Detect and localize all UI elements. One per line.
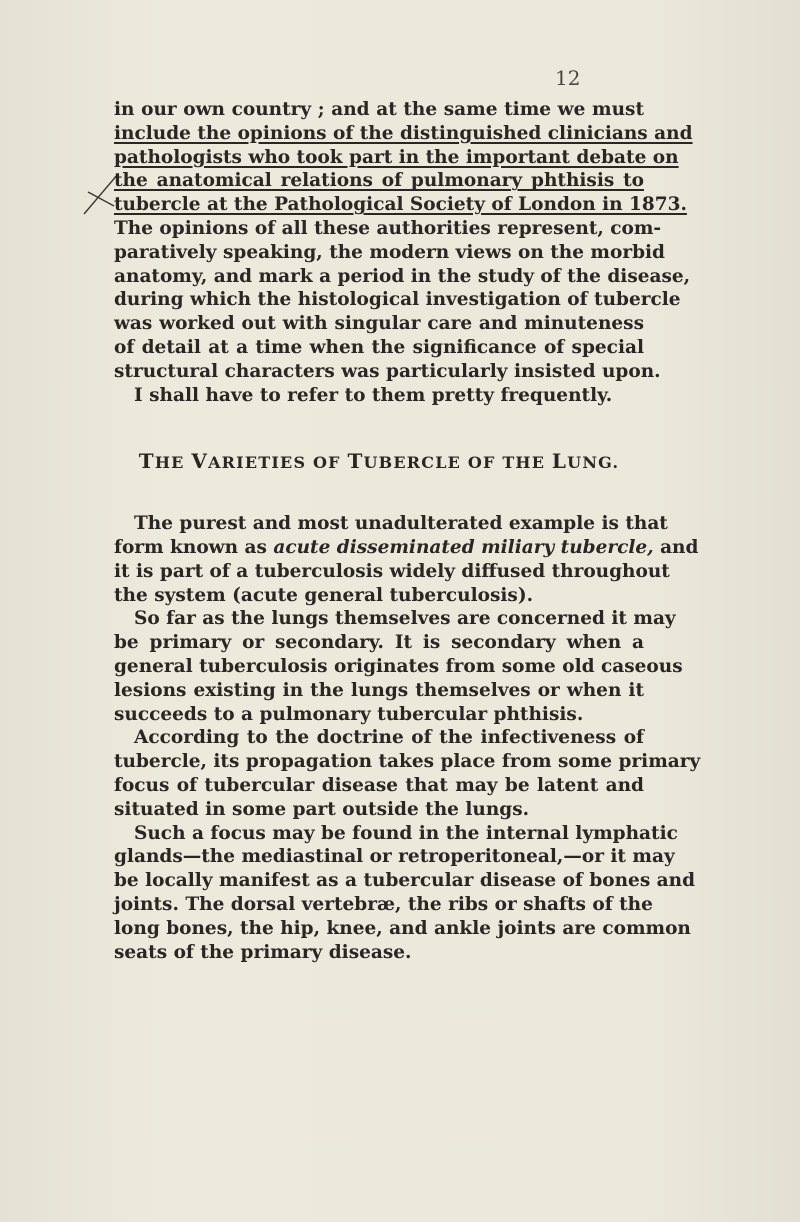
paragraph-6	[114, 822, 696, 965]
text-line: focus of tubercular disease that may be latent and	[114, 774, 644, 796]
page-number: 12	[555, 66, 581, 90]
text-line: tubercle at the Pathological Society of London in 1873.	[114, 194, 687, 216]
text-line: the anatomical relations of pulmonary phthisis to	[114, 170, 644, 192]
text-line: the system (acute general tuberculosis).	[114, 584, 534, 606]
text-line: pathologists who took part in the important debate on	[114, 146, 679, 168]
paragraph-2	[114, 384, 644, 408]
paragraph-1	[114, 98, 693, 384]
text-line: it is part of a tuberculosis widely diffused throughout	[114, 560, 670, 582]
text-line: include the opinions of the distinguished clinicians and	[114, 122, 693, 144]
text-line: glands—the mediastinal or retroperitoneal,—or it may	[114, 846, 675, 868]
text-line: So far as the lungs themselves are concerned it may	[134, 608, 676, 630]
paragraph-4	[114, 607, 683, 726]
text-line: was worked out with singular care and minuteness	[114, 313, 644, 335]
text-line: during which the histological investigation of tubercle	[114, 289, 681, 311]
text-line: The purest and most unadulterated example is that	[134, 513, 668, 535]
text-line: be locally manifest as a tubercular disease of bones and	[114, 870, 696, 892]
text-line: anatomy, and mark a period in the study of the disease,	[114, 265, 691, 287]
body-text	[114, 98, 701, 964]
text-line: succeeds to a pulmonary tubercular phthisis.	[114, 703, 584, 725]
text-line: structural characters was particularly insisted upon.	[114, 360, 661, 382]
text-line: form known as acute disseminated miliary tubercle, and	[114, 536, 699, 558]
text-line: seats of the primary disease.	[114, 941, 412, 963]
paragraph-3	[114, 512, 699, 607]
text-line: I shall have to refer to them pretty frequently.	[134, 384, 613, 406]
text-line: tubercle, its propagation takes place from some primary	[114, 751, 701, 773]
text-line: Such a focus may be found in the internal lymphatic	[134, 822, 678, 844]
text-line: paratively speaking, the modern views on the morbid	[114, 241, 665, 263]
text-line: of detail at a time when the significance of special	[114, 336, 644, 358]
italic-term: acute disseminated miliary tubercle,	[273, 536, 654, 558]
text-line: lesions existing in the lungs themselves or when it	[114, 679, 644, 701]
text-line: joints. The dorsal vertebræ, the ribs or shafts of the	[114, 893, 653, 915]
text-line: long bones, the hip, knee, and ankle joints are common	[114, 917, 691, 939]
text-line: According to the doctrine of the infectiveness of	[134, 727, 644, 749]
text-line: The opinions of all these authorities represent, com-	[114, 217, 662, 239]
text-line: be primary or secondary. It is secondary when a	[114, 632, 644, 654]
text-line: in our own country ; and at the same time we must	[114, 99, 644, 120]
text-line: situated in some part outside the lungs.	[114, 798, 530, 820]
paragraph-5	[114, 726, 701, 821]
text-line: general tuberculosis originates from some old caseous	[114, 655, 683, 677]
section-heading: THE VARIETIES OF TUBERCLE OF THE LUNG.	[138, 449, 620, 474]
